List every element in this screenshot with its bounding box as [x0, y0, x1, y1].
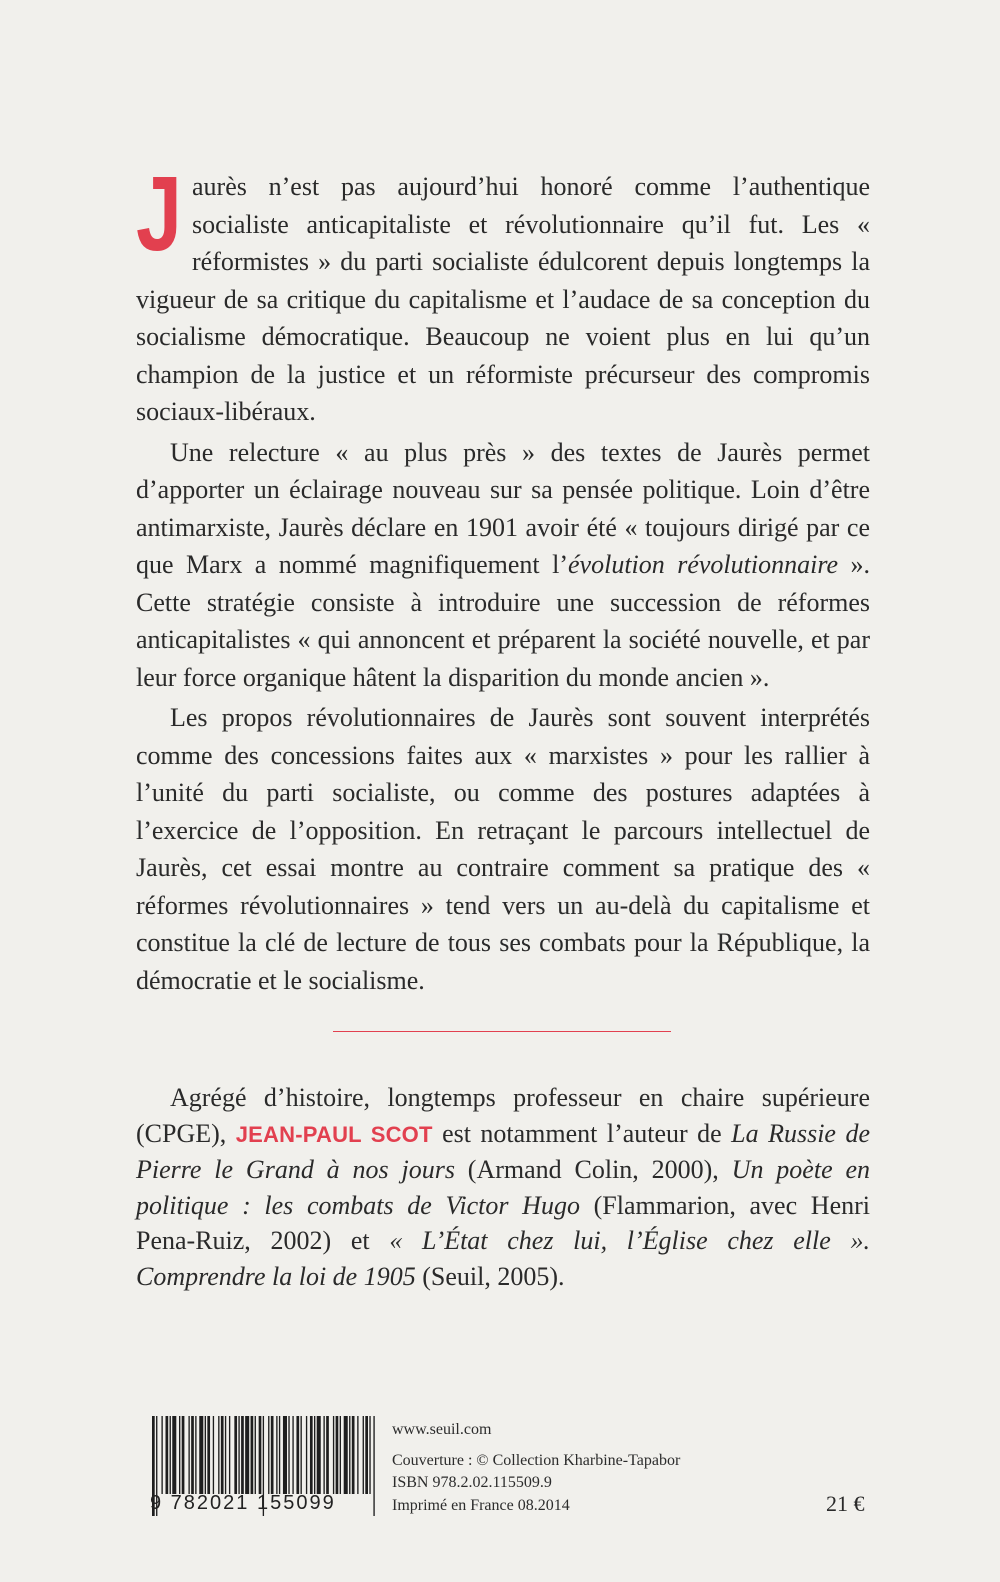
isbn-number: ISBN 978.2.02.115509.9 — [392, 1474, 552, 1491]
barcode-bar — [276, 1416, 277, 1494]
summary-paragraph-2-text-b: ». Cette stratégie consiste à introduire une succession de réformes anticapitalistes « qui annoncent et préparent la société nouvelle, et par leur force organique hâtent la disparition du monde ancien ». — [136, 550, 870, 692]
price: 21 € — [826, 1491, 865, 1516]
barcode-bar — [357, 1416, 358, 1494]
barcode-bar — [207, 1416, 210, 1494]
barcode-bar — [225, 1416, 226, 1494]
author-bio-text-2: (Armand Colin, 2000), — [454, 1155, 732, 1184]
author-bio — [136, 1080, 870, 1294]
barcode-bar — [326, 1416, 329, 1494]
barcode-bar — [323, 1416, 324, 1494]
colophon — [392, 1419, 772, 1517]
quoted-term-italic: évolution révolutionnaire — [568, 550, 839, 579]
cover-credit: Couverture : © Collection Kharbine-Tapabor — [392, 1451, 681, 1469]
barcode-bar — [314, 1416, 315, 1494]
barcode-bar — [179, 1416, 180, 1494]
author-bio-intro: Agrégé d’histoire, longtemps professeur en chaire supérieure (CPGE), — [136, 1083, 870, 1148]
barcode-digits: 9 782021 155099 — [150, 1492, 336, 1514]
barcode-bar — [161, 1416, 162, 1494]
barcode-bar — [283, 1416, 287, 1494]
summary-paragraph-2 — [136, 434, 870, 697]
publisher-website: www.seuil.com — [392, 1421, 492, 1438]
summary-paragraph-1 — [136, 155, 870, 431]
barcode-bar — [336, 1416, 339, 1494]
barcode-bar — [241, 1416, 244, 1494]
barcode-bar — [191, 1416, 194, 1494]
author-name: JEAN-PAUL SCOT — [235, 1121, 433, 1147]
barcode-bar — [317, 1416, 321, 1494]
barcode-bar — [259, 1416, 262, 1494]
barcode-bar — [170, 1416, 171, 1494]
barcode-bar — [333, 1416, 334, 1494]
book-title-1: La Russie de Pierre le Grand à nos jours — [136, 1118, 870, 1184]
summary-paragraph-3: Les propos révolutionnaires de Jaurès sont souvent interprétés comme des concessions faites aux « marxistes » pour les rallier à l’unité du parti socialiste, ou comme des postures adaptées à l’exercice de l’opposition. En retraçant le parcours intellectuel de Jaurès, cet essai montre au contraire comment sa pratique des « réformes révolutionnaires » tend vers un au-delà du capitalisme et constitue la clé de lecture de tous ses combats pour la République, la démocratie et le socialisme. — [136, 703, 870, 995]
barcode-bar — [255, 1416, 256, 1494]
barcode-bar — [205, 1416, 206, 1494]
barcode-bar — [234, 1416, 237, 1494]
barcode-bar — [268, 1416, 269, 1494]
barcode-bar — [292, 1416, 293, 1494]
barcode-bar — [188, 1416, 189, 1494]
barcode-bar — [229, 1416, 230, 1494]
printing-info: Imprimé en France 08.2014 — [392, 1496, 570, 1514]
barcode-bar — [288, 1416, 289, 1494]
barcode-bar — [365, 1416, 368, 1494]
barcode-bar — [172, 1416, 176, 1494]
book-title-2: Un poète en politique : les combats de Victor Hugo — [136, 1155, 870, 1220]
barcode-bar — [251, 1416, 254, 1494]
barcode-bar — [213, 1416, 214, 1494]
barcode-bar — [352, 1416, 355, 1494]
barcode-bar — [301, 1416, 302, 1494]
barcode-bar — [182, 1416, 185, 1494]
barcode-bar — [310, 1416, 313, 1494]
author-bio-text-1: est notamment l’auteur de — [432, 1118, 732, 1148]
barcode-bar — [271, 1416, 274, 1494]
barcode-bar — [238, 1416, 239, 1494]
barcode-bar — [344, 1416, 348, 1494]
barcode-bar — [340, 1416, 341, 1494]
author-bio-text-4: (Seuil, 2005). — [415, 1261, 565, 1291]
author-bio-text-3: (Flammarion, avec Henri Pena-Ruiz, 2002) et — [136, 1190, 870, 1255]
barcode-bar — [306, 1416, 307, 1494]
barcode-bar — [296, 1416, 299, 1494]
barcode-bar — [363, 1416, 364, 1494]
barcode-bar — [349, 1416, 350, 1494]
barcode-bar — [279, 1416, 280, 1494]
barcode-bar — [369, 1416, 370, 1494]
drop-cap: J — [136, 155, 182, 273]
barcode-bar — [166, 1416, 169, 1494]
section-divider — [333, 1031, 671, 1032]
book-title-3: « L’État chez lui, l’Église chez elle ». Comprendre la loi de 1905 — [136, 1226, 870, 1291]
barcode-bar — [221, 1416, 224, 1494]
barcode-bar — [245, 1416, 249, 1494]
barcode-bar — [218, 1416, 219, 1494]
summary-paragraph-1-text: aurès n’est pas aujourd’hui honoré comme l’authentique socialiste anticapitaliste et révolutionnaire qu’il fut. Les « réformistes » du parti socialiste édulcorent depuis longtemps la vigueur de sa critique du capitalisme et l’audace de sa conception du socialisme démocratique. Beaucoup ne voient plus en lui qu’un champion de la justice et un réformiste précurseur des compromis sociaux-libéraux. — [136, 172, 870, 426]
barcode-bar — [199, 1416, 203, 1494]
barcode-bar — [195, 1416, 196, 1494]
summary-text — [136, 155, 870, 999]
summary-paragraph-2-text-a: Une relecture « au plus près » des textes de Jaurès permet d’apporter un éclairage nouveau sur sa pensée politique. Loin d’être antimarxiste, Jaurès déclare en 1901 avoir été « toujours dirigé par ce que Marx a nommé magnifiquement l’ — [136, 437, 870, 579]
